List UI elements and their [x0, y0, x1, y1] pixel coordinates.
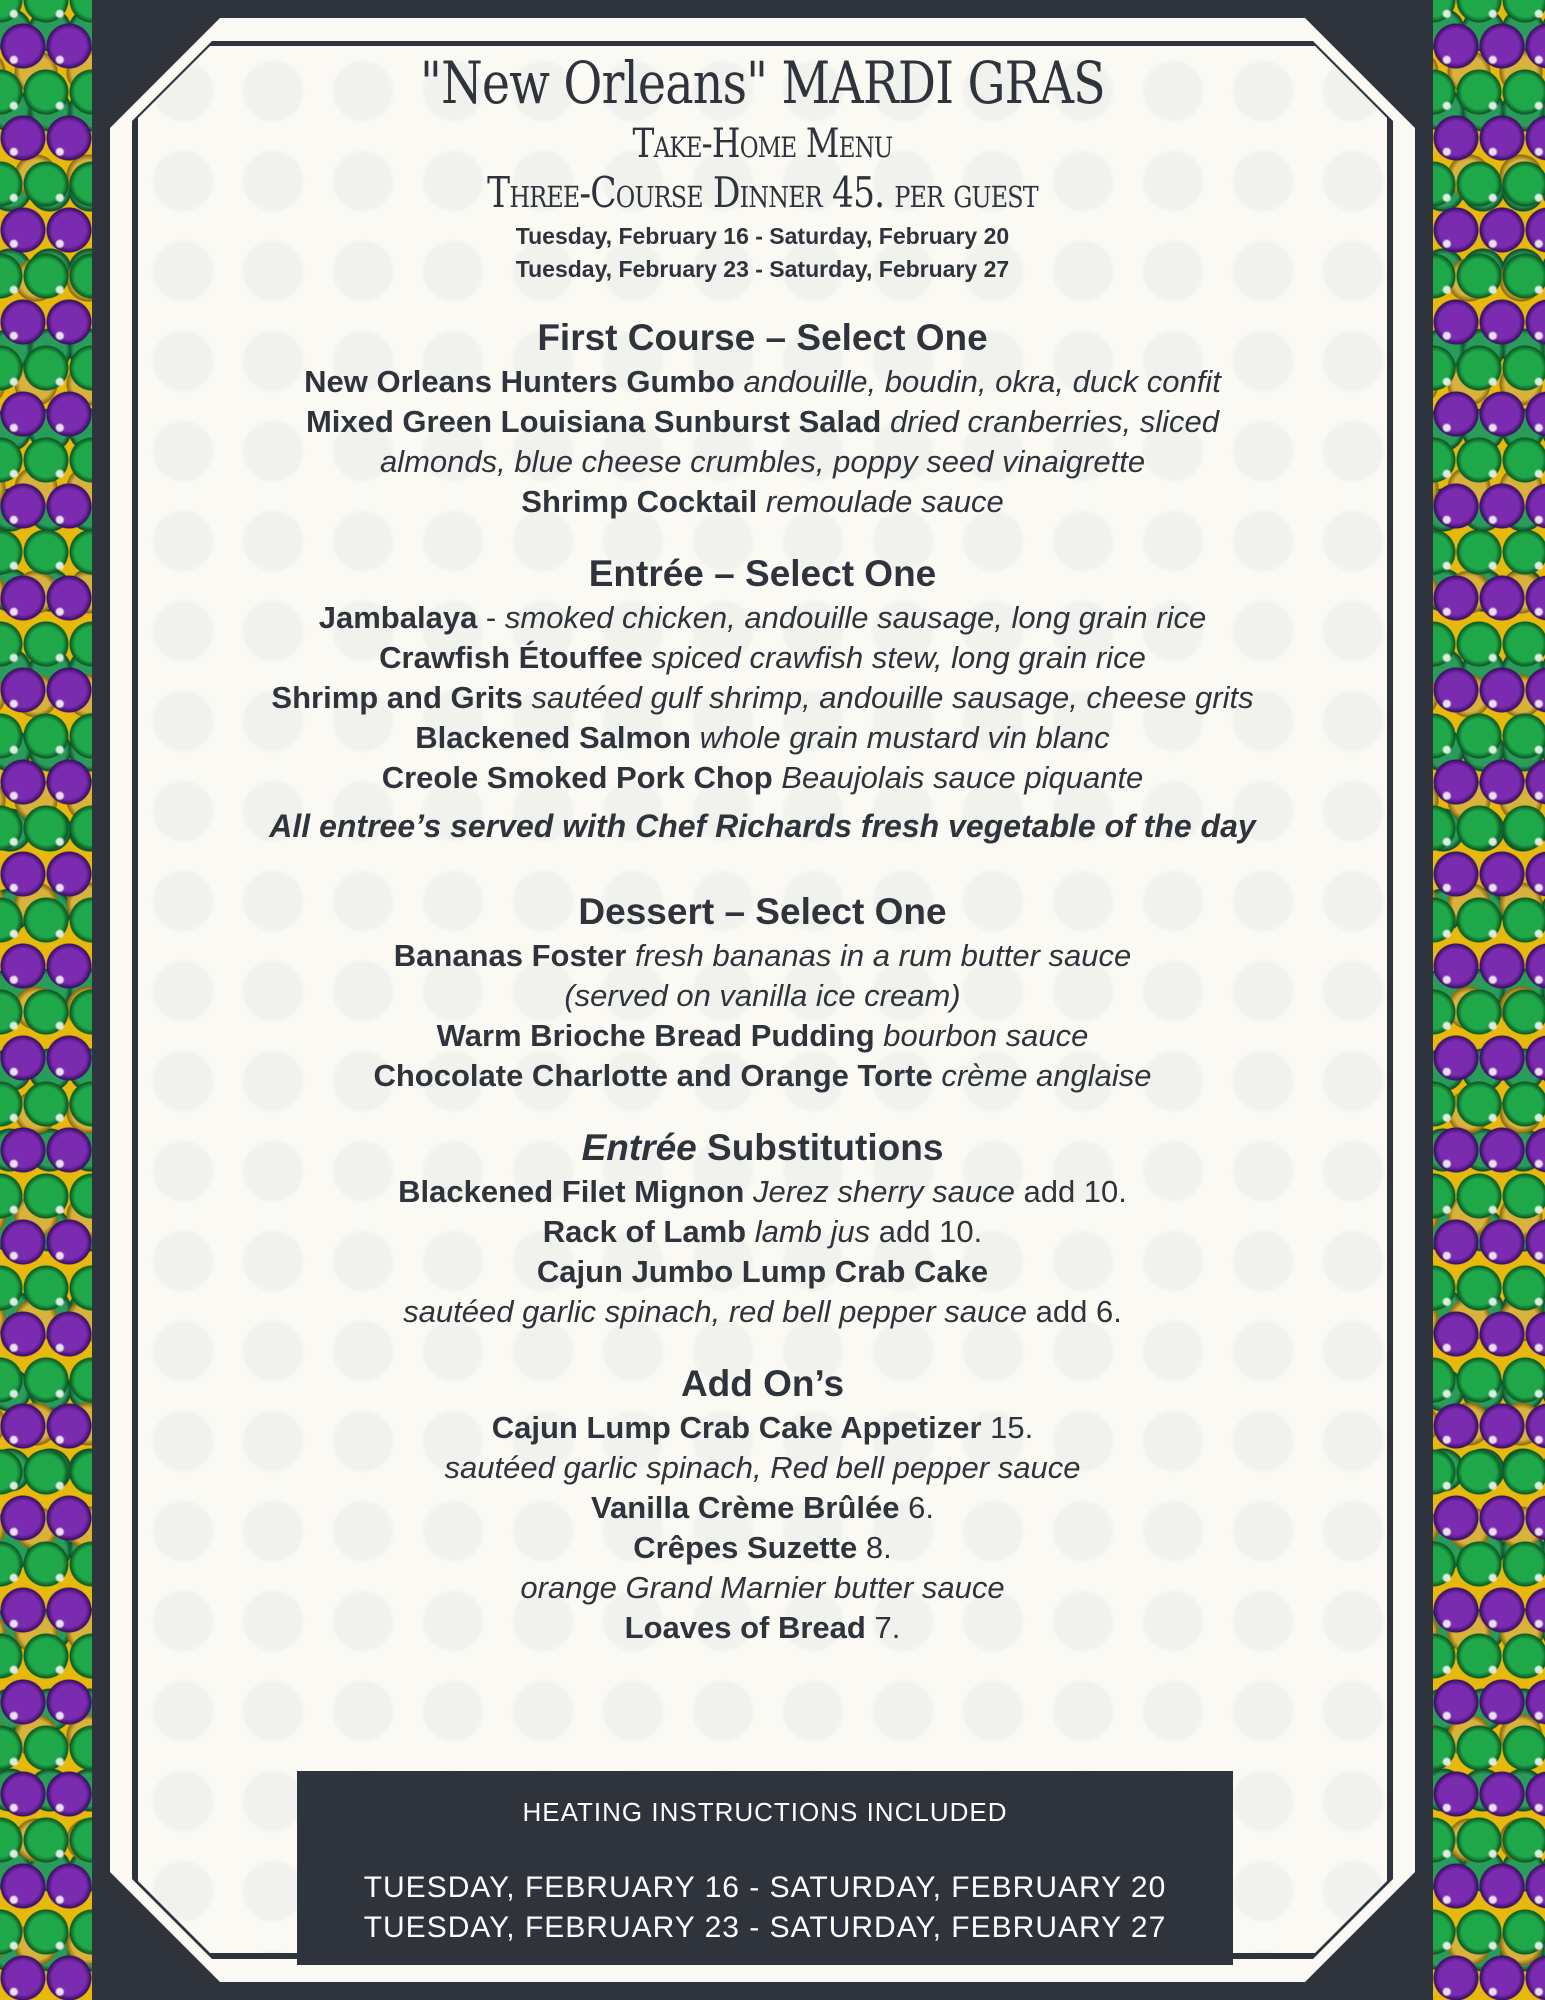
item-desc: Jerez sherry sauce [752, 1174, 1015, 1209]
heading-italic: Entrée [581, 1127, 697, 1168]
menu-item [138, 758, 1387, 798]
item-desc: almonds, blue cheese crumbles, poppy seed vinaigrette [379, 444, 1146, 479]
entree-note: All entree’s served with Chef Richards fresh vegetable of the day [269, 808, 1256, 844]
heading-rest: Substitutions [696, 1127, 944, 1168]
item-desc: orange Grand Marnier butter sauce [520, 1570, 1005, 1605]
menu-item [138, 678, 1387, 718]
mardi-gras-beads-right [1433, 0, 1545, 2000]
menu-item [138, 1172, 1387, 1212]
item-name: Creole Smoked Pork Chop [381, 760, 773, 795]
item-desc: whole grain mustard vin blanc [699, 720, 1110, 755]
menu-item [138, 402, 1387, 442]
item-desc: smoked chicken, andouille sausage, long grain rice [504, 600, 1207, 635]
menu-item-desc-cont [138, 1292, 1387, 1332]
item-name: Blackened Filet Mignon [398, 1174, 745, 1209]
item-price: 8. [857, 1530, 892, 1565]
item-desc: sautéed garlic spinach, red bell pepper sauce [403, 1294, 1028, 1329]
menu-item [138, 1528, 1387, 1568]
date-ranges [138, 220, 1387, 286]
item-desc: sautéed gulf shrimp, andouille sausage, cheese grits [531, 680, 1254, 715]
item-price: 15. [981, 1410, 1034, 1445]
menu-item [138, 1056, 1387, 1096]
item-name: Shrimp and Grits [271, 680, 523, 715]
item-desc: bourbon sauce [883, 1018, 1089, 1053]
date-range: Tuesday, February 16 - Saturday, February 20 [515, 223, 1010, 249]
item-desc: Beaujolais sauce piquante [781, 760, 1144, 795]
section-heading [138, 1126, 1387, 1170]
item-name: Mixed Green Louisiana Sunburst Salad [305, 404, 882, 439]
date-range: TUESDAY, FEBRUARY 16 - SATURDAY, FEBRUARY 20 [363, 1871, 1167, 1904]
item-name: Crêpes Suzette [633, 1530, 858, 1565]
item-price: add 6. [1027, 1294, 1122, 1329]
item-price: 6. [899, 1490, 934, 1525]
item-name: Vanilla Crème Brûlée [591, 1490, 900, 1525]
menu-item-desc-cont [138, 1448, 1387, 1488]
menu-item [138, 718, 1387, 758]
item-name: Jambalaya [318, 600, 478, 635]
menu-item-desc-cont [138, 1568, 1387, 1608]
section-heading: Dessert – Select One [578, 891, 947, 932]
menu-item [138, 1608, 1387, 1648]
menu-subtitle: Take-Home Menu [632, 121, 893, 167]
menu-item-desc-cont [138, 976, 1387, 1016]
item-desc: andouille, boudin, okra, duck confit [743, 364, 1221, 399]
item-name: New Orleans Hunters Gumbo [304, 364, 735, 399]
menu-item [138, 1212, 1387, 1252]
mardi-gras-beads-left [0, 0, 92, 2000]
date-range: TUESDAY, FEBRUARY 23 - SATURDAY, FEBRUARY 27 [363, 1911, 1167, 1944]
menu-item [138, 1252, 1387, 1292]
item-name: Chocolate Charlotte and Orange Torte [373, 1058, 933, 1093]
item-name: Warm Brioche Bread Pudding [436, 1018, 875, 1053]
item-name: Rack of Lamb [542, 1214, 747, 1249]
section-heading: Entrée – Select One [588, 553, 937, 594]
item-desc: crème anglaise [941, 1058, 1152, 1093]
dessert-section [138, 890, 1387, 1096]
item-name: Cajun Lump Crab Cake Appetizer [491, 1410, 982, 1445]
item-name: Shrimp Cocktail [521, 484, 758, 519]
section-heading: Add On’s [680, 1363, 845, 1404]
item-desc: dried cranberries, sliced [889, 404, 1220, 439]
separator: - [477, 600, 505, 635]
menu-content [138, 46, 1387, 1648]
item-desc: (served on vanilla ice cream) [564, 978, 961, 1013]
menu-item [138, 1016, 1387, 1056]
item-name: Bananas Foster [393, 938, 627, 973]
menu-item [138, 362, 1387, 402]
section-heading: First Course – Select One [537, 317, 988, 358]
item-desc: remoulade sauce [765, 484, 1004, 519]
item-desc: fresh bananas in a rum butter sauce [634, 938, 1132, 973]
heating-instructions-box [297, 1771, 1233, 1965]
item-price: 7. [865, 1610, 901, 1645]
item-desc: sautéed garlic spinach, Red bell pepper sauce [444, 1450, 1081, 1485]
item-name: Loaves of Bread [624, 1610, 866, 1645]
menu-item [138, 482, 1387, 522]
addons-section [138, 1362, 1387, 1648]
entree-section [138, 552, 1387, 846]
item-name: Blackened Salmon [415, 720, 691, 755]
item-desc: spiced crawfish stew, long grain rice [651, 640, 1146, 675]
menu-offer: Three-Course Dinner 45. per guest [487, 168, 1038, 217]
menu-item [138, 936, 1387, 976]
menu-item [138, 1408, 1387, 1448]
footer-date-ranges [297, 1868, 1233, 1948]
menu-title: "New Orleans" MARDI GRAS [420, 49, 1105, 117]
menu-item-desc-cont [138, 442, 1387, 482]
item-name: Crawfish Étouffee [379, 640, 643, 675]
date-range: Tuesday, February 23 - Saturday, February 27 [515, 256, 1010, 282]
heating-instructions-label: HEATING INSTRUCTIONS INCLUDED [522, 1797, 1008, 1827]
menu-item [138, 1488, 1387, 1528]
item-desc: lamb jus [754, 1214, 871, 1249]
substitutions-section [138, 1126, 1387, 1332]
item-price: add 10. [870, 1214, 983, 1249]
menu-item [138, 638, 1387, 678]
menu-item [138, 598, 1387, 638]
first-course-section [138, 316, 1387, 522]
item-name: Cajun Jumbo Lump Crab Cake [536, 1254, 989, 1289]
item-price: add 10. [1014, 1174, 1127, 1209]
